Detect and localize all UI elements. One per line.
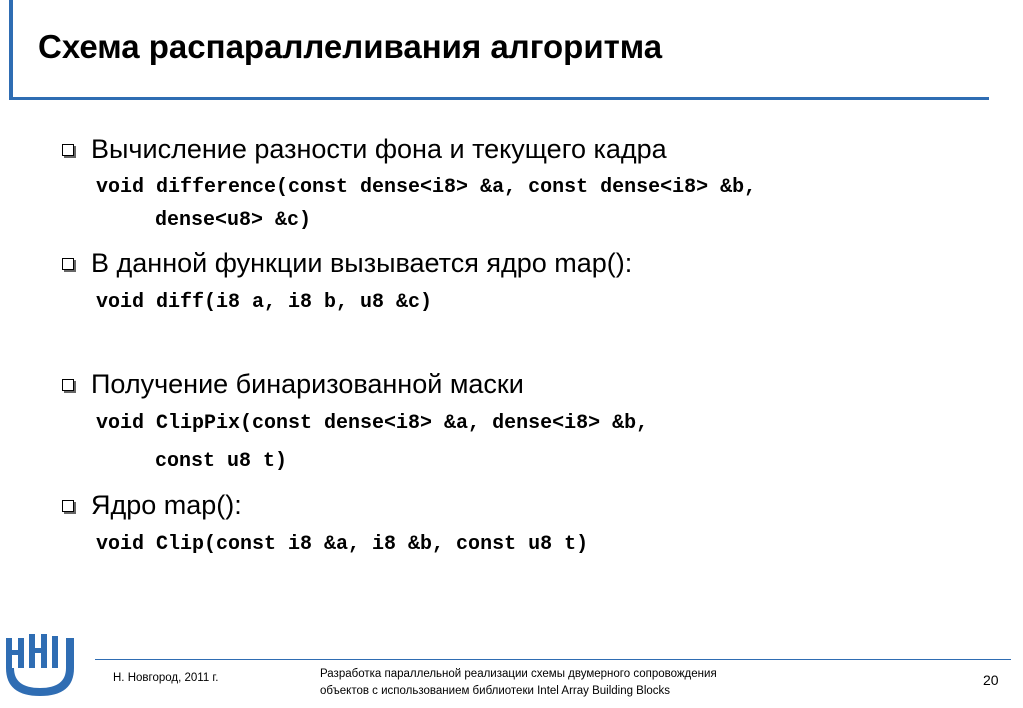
title-accent-bar [9,0,13,100]
footer-divider [95,659,1011,660]
checkbox-bullet-icon [62,379,74,391]
bullet-item [62,248,632,279]
footer-description-line: объектов с использованием библиотеки Intel Array Building Blocks [320,685,671,697]
university-logo-icon [2,630,80,702]
checkbox-bullet-icon [62,258,74,270]
page-title: Схема распараллеливания алгоритма [38,28,663,65]
bullet-text: Получение бинаризованной маски [91,369,524,399]
bullet-item [62,369,524,400]
bullet-text: Вычисление разности фона и текущего кадра [91,134,667,164]
code-line: dense<u8> &c) [155,209,312,232]
footer-description [320,666,717,700]
bullet-text: Ядро map(): [91,490,242,520]
title-underline [9,97,989,100]
checkbox-bullet-icon [62,144,74,156]
bullet-item [62,134,667,165]
code-line: const u8 t) [155,450,288,473]
checkbox-bullet-icon [62,500,74,512]
footer-location: Н. Новгород, 2011 г. [113,672,219,684]
code-line: void Clip(const i8 &a, i8 &b, const u8 t) [96,533,589,556]
page-number: 20 [983,672,999,688]
code-line: void ClipPix(const dense<i8> &a, dense<i8> &b, [96,412,649,435]
bullet-item [62,490,242,521]
bullet-text: В данной функции вызывается ядро map(): [91,248,633,278]
code-line: void difference(const dense<i8> &a, const dense<i8> &b, [96,176,757,199]
footer-description-line: Разработка параллельной реализации схемы двумерного сопровождения [320,668,717,680]
code-line: void diff(i8 a, i8 b, u8 &c) [96,291,433,314]
